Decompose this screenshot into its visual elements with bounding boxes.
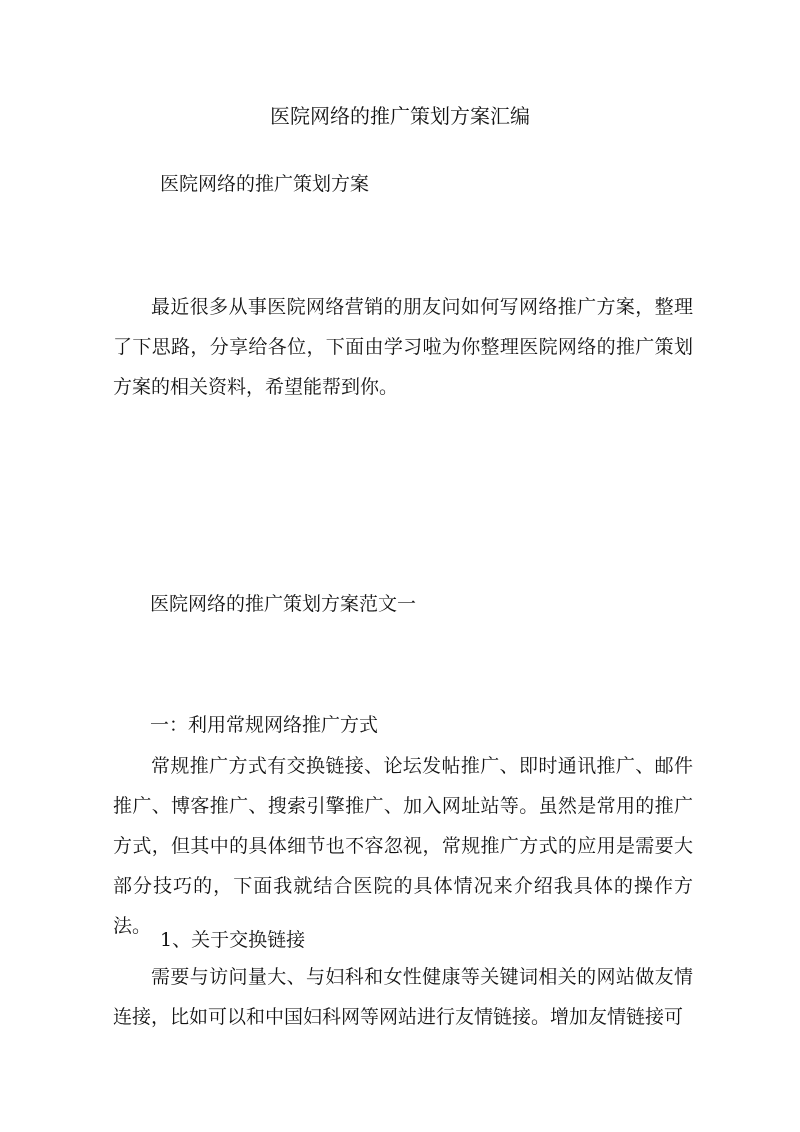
document-subtitle: 医院网络的推广策划方案 [160, 173, 370, 195]
part-paragraph: 常规推广方式有交换链接、论坛发帖推广、即时通讯推广、邮件推广、博客推广、搜索引擎推广、加入网址站等。虽然是常用的推广方式，但其中的具体细节也不容忽视，常规推广方式的应用是需要大部分技巧的，下面我就结合医院的具体情况来介绍我具体的操作方法。 [113, 755, 693, 937]
intro-paragraph: 最近很多从事医院网络营销的朋友问如何写网络推广方案，整理了下思路，分享给各位，下面由学习啦为你整理医院网络的推广策划方案的相关资料，希望能帮到你。 [113, 296, 693, 398]
section-heading: 医院网络的推广策划方案范文一 [150, 593, 417, 615]
item-heading: 1、关于交换链接 [160, 929, 306, 951]
document-title: 医院网络的推广策划方案汇编 [270, 104, 530, 128]
part-heading: 一：利用常规网络推广方式 [150, 714, 379, 736]
item-paragraph: 需要与访问量大、与妇科和女性健康等关键词相关的网站做友情连接，比如可以和中国妇科网等网站进行友情链接。增加友情链接可 [113, 966, 693, 1028]
